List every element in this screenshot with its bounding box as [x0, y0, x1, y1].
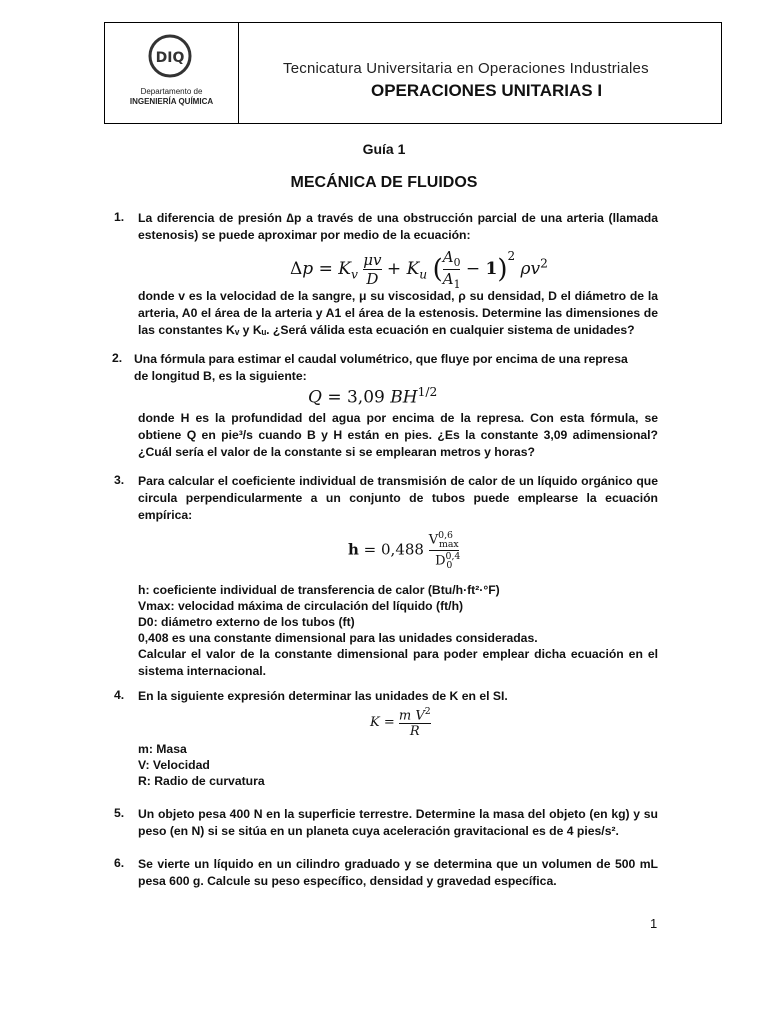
problem-5-number: 5. — [114, 806, 125, 820]
problem-1-intro: La diferencia de presión ∆p a través de una obstrucción parcial de una arteria (llamada estenosis) se puede aproximar por medio de la ecuación: — [138, 211, 658, 242]
problem-6-number: 6. — [114, 856, 125, 870]
document-title: MECÁNICA DE FLUIDOS — [290, 174, 478, 191]
problem-4-equation: K = $\frac{m V^2}{R}$ — [370, 706, 431, 740]
problem-2-number: 2. — [112, 351, 123, 365]
problem-4-def-1: m: Masa — [138, 742, 187, 756]
problem-3-equation: h = 0,488 V$^{0,6}_{max}$ D$^{0,4}_0$ — [348, 530, 461, 571]
problem-3-body: Calcular el valor de la constante dimensional para poder emplear dicha ecuación en el sistema internacional. — [138, 647, 658, 678]
logo-cell — [105, 23, 239, 123]
problem-3-number: 3. — [114, 473, 125, 487]
problem-4-def-2: V: Velocidad — [138, 758, 210, 772]
problem-2-intro: Una fórmula para estimar el caudal volumétrico, que fluye por encima de una represa de longitud B, es la siguiente: — [134, 352, 628, 383]
problem-1-number: 1. — [114, 210, 125, 224]
problem-3-def-2: Vmax: velocidad máxima de circulación del líquido (ft/h) — [138, 599, 464, 613]
problem-3-def-1: h: coeficiente individual de transferencia de calor (Btu/h·ft²·°F) — [138, 583, 500, 597]
department-name — [105, 87, 238, 107]
problem-5-intro: Un objeto pesa 400 N en la superficie terrestre. Determine la masa del objeto (en kg) y su peso (en N) si se sitúa en un planeta cuya aceleración gravitacional es de 4 pies/s². — [138, 807, 658, 838]
header-title: OPERACIONES UNITARIAS I — [371, 81, 603, 100]
problem-2-equation: Q = 3,09 $BH^{1/2}$ — [308, 385, 438, 408]
department-logo — [147, 33, 193, 79]
svg-text:DIQ: DIQ — [155, 50, 185, 66]
guide-label: Guía 1 — [362, 141, 406, 157]
problem-4-def-3: R: Radio de curvatura — [138, 774, 265, 788]
problem-4-number: 4. — [114, 688, 125, 702]
problem-1-body: donde v es la velocidad de la sangre, μ su viscosidad, ρ su densidad, D el diámetro de la arteria, A0 el área de la arteria y A1 el área de la estenosis. Determine las dimensiones de las constantes Kᵥ y Kᵤ. ¿Será válida esta ecuación en cualquier sistema de unidades? — [138, 289, 658, 337]
problem-3-intro: Para calcular el coeficiente individual de transmisión de calor de un líquido orgánico que circula perpendicularmente a un conjunto de tubos puede emplearse la ecuación empírica: — [138, 474, 658, 522]
page-number: 1 — [650, 916, 658, 931]
problem-3-def-3: D0: diámetro externo de los tubos (ft) — [138, 615, 355, 629]
dept-line-1: Departamento de — [140, 87, 203, 96]
problem-4-intro: En la siguiente expresión determinar las unidades de K en el SI. — [138, 689, 508, 703]
problem-2-body: donde H es la profundidad del agua por encima de la represa. Con esta fórmula, se obtiene Q en pie³/s cuando B y H están en pies. ¿Es la constante 3,09 adimensional? ¿Cuál sería el valor de la constante si se emplearan metros y horas? — [138, 411, 658, 459]
problem-6-intro: Se vierte un líquido en un cilindro graduado y se determina que un volumen de 500 mL pesa 600 g. Calcule su peso específico, densidad y gravedad específica. — [138, 857, 658, 888]
header-subtitle: Tecnicatura Universitaria en Operaciones Industriales — [283, 60, 649, 77]
problem-1-equation: $\Delta p = K_v$ $\frac{\mu v}{D}$ + $K_u$ ( $\frac{A_0}{A_1}$ − 1)$^2$ $\rho v^2$ — [290, 248, 548, 291]
problem-3-def-4: 0,408 es una constante dimensional para las unidades consideradas. — [138, 631, 538, 645]
header-box — [104, 22, 722, 124]
dept-line-2: INGENIERÍA QUÍMICA — [129, 97, 214, 106]
